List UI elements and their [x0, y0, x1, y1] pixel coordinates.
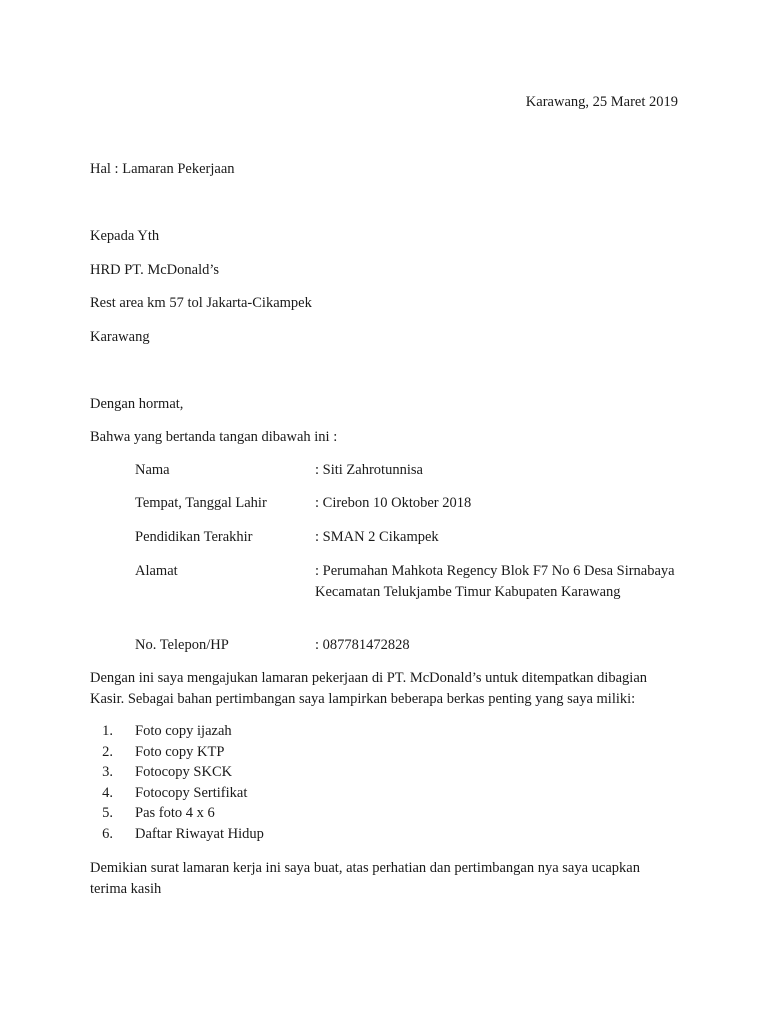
recipient-greeting: Kepada Yth [90, 228, 160, 244]
list-item [90, 742, 264, 763]
detail-label-phone: No. Telepon/HP [135, 637, 229, 653]
detail-label-address: Alamat [135, 563, 178, 579]
list-item-number: 2. [102, 743, 113, 760]
list-item-text: Foto copy KTP [135, 743, 225, 760]
salutation: Dengan hormat, [90, 396, 184, 412]
letter-date: Karawang, 25 Maret 2019 [525, 94, 678, 110]
list-item [90, 721, 264, 742]
list-item [90, 762, 264, 783]
list-item-number: 6. [102, 825, 113, 842]
closing-paragraph: Demikian surat lamaran kerja ini saya buat, atas perhatian dan pertimbangan nya saya ucapkan terima kasih [90, 860, 640, 897]
detail-label-birth: Tempat, Tanggal Lahir [135, 495, 267, 511]
recipient-city: Karawang [90, 329, 150, 345]
list-item-number: 4. [102, 784, 113, 801]
list-item-text: Foto copy ijazah [135, 723, 232, 739]
detail-value-birth: : Cirebon 10 Oktober 2018 [315, 495, 472, 511]
detail-label-name: Nama [135, 462, 170, 478]
list-item-text: Fotocopy SKCK [135, 764, 233, 781]
detail-label-education: Pendidikan Terakhir [135, 529, 253, 545]
list-item [90, 783, 264, 804]
body-paragraph: Dengan ini saya mengajukan lamaran pekerjaan di PT. McDonald’s untuk ditempatkan dibagian Kasir. Sebagai bahan pertimbangan saya lampirkan beberapa berkas penting yang saya miliki: [90, 670, 648, 707]
detail-value-education: : SMAN 2 Cikampek [315, 529, 439, 545]
attachment-list [90, 721, 264, 845]
list-item-text: Daftar Riwayat Hidup [135, 825, 264, 842]
list-item-text: Fotocopy Sertifikat [135, 784, 248, 801]
list-item-number: 3. [102, 764, 113, 781]
detail-value-address: : Perumahan Mahkota Regency Blok F7 No 6 Desa Sirnabaya Kecamatan Telukjambe Timur Kabupaten Karawang [315, 563, 675, 600]
list-item [90, 803, 264, 824]
recipient-company: HRD PT. McDonald’s [90, 262, 220, 278]
detail-value-name: : Siti Zahrotunnisa [315, 462, 423, 478]
list-item-number: 1. [102, 723, 113, 739]
recipient-address: Rest area km 57 tol Jakarta-Cikampek [90, 295, 312, 311]
list-item-text: Pas foto 4 x 6 [135, 805, 215, 822]
intro-text: Bahwa yang bertanda tangan dibawah ini : [90, 429, 338, 445]
list-item-number: 5. [102, 805, 113, 822]
detail-value-phone: : 087781472828 [315, 637, 410, 653]
letter-subject: Hal : Lamaran Pekerjaan [90, 161, 235, 177]
list-item [90, 824, 264, 845]
